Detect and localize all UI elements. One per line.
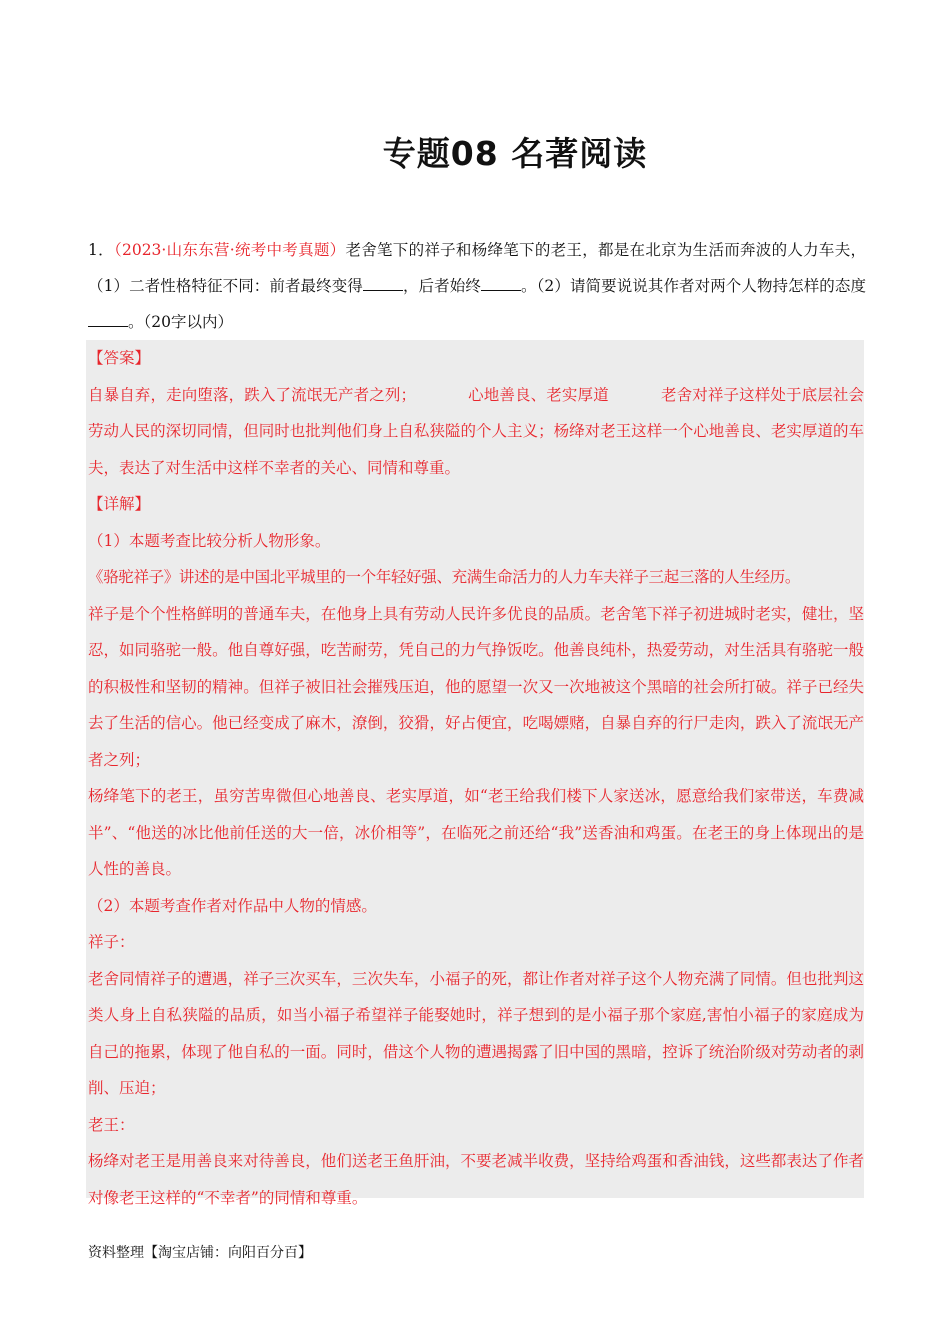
detail-paragraph-1: （1）本题考查比较分析人物形象。 bbox=[88, 531, 331, 550]
detail-paragraph-7: 老舍同情祥子的遭遇，祥子三次买车，三次失车，小福子的死，都让作者对祥子这个人物充满了同情。但也批判这类人身上自私狭隘的品质，如当小福子希望祥子能娶她时，祥子想到的是小福子那个家庭,害怕小福子的家庭成为自己的拖累，体现了他自私的一面。同时，借这个人物的遭遇揭露了旧中国的黑暗，控诉了统治阶级对劳动者的剥削、压迫； bbox=[88, 969, 864, 1097]
detail-paragraph-8: 老王： bbox=[88, 1115, 135, 1134]
blank-2 bbox=[481, 275, 521, 291]
answer-part-3: 老舍对祥子这样处于底层社会劳动人民的深切同情，但同时也批判他们身上自私狭隘的个人主义；杨绛对老王这样一个心地善良、老实厚道的车夫，表达了对生活中这样不幸者的关心、同情和尊重。 bbox=[88, 385, 864, 477]
question-number: 1． bbox=[88, 241, 114, 259]
detail-paragraph-4: 杨绛笔下的老王，虽穷苦卑微但心地善良、老实厚道，如“老王给我们楼下人家送冰，愿意给我们家带送，车费减半”、“他送的冰比他前任送的大一倍，冰价相等”，在临死之前还给“我”送香油和鸡蛋。在老王的身上体现出的是人性的善良。 bbox=[88, 787, 864, 878]
question-block bbox=[88, 232, 866, 340]
question-text-1: 老舍笔下的祥子和杨绛笔下的老王，都是在北京为生活而奔波的人力车夫，（1）二者性格特征不同：前者最终变得 bbox=[88, 241, 866, 295]
detail-paragraph-5: （2）本题考查作者对作品中人物的情感。 bbox=[88, 896, 377, 915]
detail-header: 【详解】 bbox=[88, 495, 151, 513]
blank-1 bbox=[363, 275, 403, 291]
question-source: （2023·山东东营·统考中考真题） bbox=[113, 241, 346, 259]
question-text-3: 。（2）请简要说说其作者对两个人物持怎样的态度 bbox=[520, 277, 866, 295]
answer-part-2: 心地善良、老实厚道 bbox=[468, 385, 609, 404]
detail-paragraph-6: 祥子： bbox=[88, 933, 135, 951]
page-title: 专题08 名著阅读 bbox=[382, 134, 648, 173]
answer-block bbox=[88, 340, 864, 1216]
answer-part-1: 自暴自弃，走向堕落，跌入了流氓无产者之列； bbox=[88, 385, 417, 404]
question-text-4: 。（20字以内） bbox=[128, 313, 233, 331]
detail-paragraph-3: 祥子是个个性格鲜明的普通车夫，在他身上具有劳动人民许多优良的品质。老舍笔下祥子初进城时老实，健壮，坚忍，如同骆驼一般。他自尊好强，吃苦耐劳，凭自己的力气挣饭吃。他善良纯朴，热爱劳动，对生活具有骆驼一般的积极性和坚韧的精神。但祥子被旧社会摧残压迫，他的愿望一次又一次地被这个黑暗的社会所打破。祥子已经失去了生活的信心。他已经变成了麻木，潦倒，狡猾，好占便宜，吃喝嫖赌，自暴自弃的行尸走肉，跌入了流氓无产者之列； bbox=[88, 604, 864, 769]
detail-paragraph-9: 杨绛对老王是用善良来对待善良，他们送老王鱼肝油，不要老减半收费，坚持给鸡蛋和香油钱，这些都表达了作者对像老王这样的“不幸者”的同情和尊重。 bbox=[88, 1152, 864, 1207]
page-footer: 资料整理【淘宝店铺：向阳百分百】 bbox=[88, 1245, 312, 1261]
question-text-2: ，后者始终 bbox=[402, 277, 481, 295]
answer-header: 【答案】 bbox=[88, 349, 151, 367]
detail-paragraph-2: 《骆驼祥子》讲述的是中国北平城里的一个年轻好强、充满生命活力的人力车夫祥子三起三落的人生经历。 bbox=[88, 568, 801, 586]
answer-text bbox=[88, 377, 864, 487]
blank-3 bbox=[88, 311, 128, 327]
